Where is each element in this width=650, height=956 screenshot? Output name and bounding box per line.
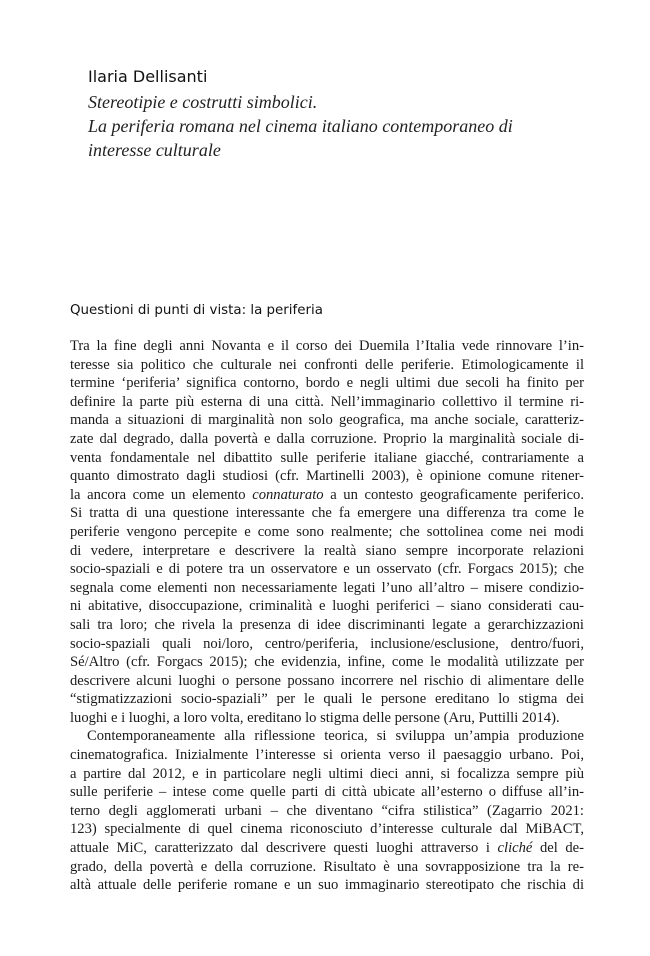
text-line: grado, della povertà e della corruzione. Risultato è una sovrapposizione tra la re-: [70, 858, 584, 875]
text-line: Sé/Altro (cfr. Forgacs 2015); che evidenzia, infine, come le modalità utilizzate per: [70, 654, 584, 671]
text-line: cinematografica. Inizialmente l’interesse si orienta verso il paesaggio urbano. Poi,: [70, 747, 584, 764]
text-run: la ancora come un elemento: [70, 486, 253, 503]
author-name: Ilaria Dellisanti: [88, 67, 208, 86]
text-line: quanto dimostrato dagli studiosi (cfr. Martinelli 2003), è opinione comune ritener-: [70, 468, 584, 485]
text-line: teresse sia politico che culturale nei confronti delle periferie. Etimologicamente il: [70, 356, 584, 373]
text-run: del de-: [532, 840, 584, 857]
text-line: venta fondamentale nel dibattito sulle periferie italiane giacché, contrariamente a: [70, 449, 584, 466]
text-line: socio-spaziali quali noi/loro, centro/periferia, inclusione/esclusione, dentro/fuori,: [70, 635, 584, 652]
text-line: zate dal degrado, dalla povertà e dalla corruzione. Proprio la marginalità sociale di-: [70, 430, 584, 447]
text-line: luoghi e i luoghi, a loro volta, ereditano lo stigma delle persone (Aru, Puttilli 2014).: [70, 709, 560, 726]
text-line: Tra la fine degli anni Novanta e il corso dei Duemila l’Italia vede rinnovare l’in-: [70, 338, 584, 354]
section-heading: Questioni di punti di vista: la periferia: [70, 303, 323, 318]
text-line: [70, 486, 584, 505]
text-line: di vedere, interpretare e descrivere la realtà siano sempre incorporate relazioni: [70, 542, 584, 559]
text-run: a un contesto geograficamente periferico.: [323, 486, 584, 503]
body-text: [70, 337, 584, 895]
title-line: interesse culturale: [88, 140, 221, 160]
text-line: definire la parte più esterna di una città. Nell’immaginario collettivo il termine ri-: [70, 393, 584, 410]
text-line: periferie vengono percepite e come sono realmente; che sottolinea come nei modi: [70, 523, 584, 540]
article-title: [88, 90, 588, 162]
text-line: socio-spaziali e di potere tra un osservatore e un osservato (cfr. Forgacs 2015); che: [70, 561, 584, 578]
text-line: descrivere alcuni luoghi o persone possano incorrere nel rischio di alimentare delle: [70, 672, 584, 689]
text-line: Contemporaneamente alla riflessione teorica, si sviluppa un’ampia produzione: [87, 728, 584, 745]
text-line: Si tratta di una questione interessante che fa emergere una differenza tra come le: [70, 505, 584, 522]
text-line: termine ‘periferia’ significa contorno, bordo e negli ultimi due secoli ha finito per: [70, 375, 584, 392]
emphasized-term: connaturato: [252, 486, 324, 503]
text-line: a partire dal 2012, e in particolare negli ultimi dieci anni, si focalizza sempre più: [70, 765, 584, 782]
text-line: terno degli agglomerati urbani – che diventano “cifra stilistica” (Zagarrio 2021:: [70, 802, 584, 819]
text-line: sali tra loro; che rivela la presenza di idee discriminanti legate a gerarchizzazioni: [70, 616, 584, 633]
text-line: [70, 839, 584, 858]
text-line: altà attuale delle periferie romane e un suo immaginario stereotipato che rischia di: [70, 877, 584, 894]
title-line: Stereotipie e costrutti simbolici.: [88, 92, 318, 112]
text-line: “stigmatizzazioni socio-spaziali” per le quali le persone ereditano lo stigma dei: [70, 691, 584, 708]
text-line: 123) specialmente di quel cinema riconosciuto d’interesse culturale dal MiBACT,: [70, 821, 584, 838]
text-run: attuale MiC, caratterizzato dal descrivere questi luoghi attraverso i: [70, 840, 498, 857]
text-line: segnala come elementi non necessariamente legati l’uno all’altro – misere condizio-: [70, 579, 584, 596]
emphasized-term: cliché: [497, 840, 533, 857]
title-line: La periferia romana nel cinema italiano contemporaneo di: [88, 116, 513, 136]
text-line: manda a situazioni di marginalità non solo geografica, ma anche sociale, caratteriz-: [70, 412, 584, 429]
text-line: ni abitative, disoccupazione, criminalità e luoghi periferici – siano considerati cau-: [70, 598, 584, 615]
text-line: sulle periferie – intese come quelle parti di città ubicate all’esterno o diffuse all’in-: [70, 784, 584, 801]
